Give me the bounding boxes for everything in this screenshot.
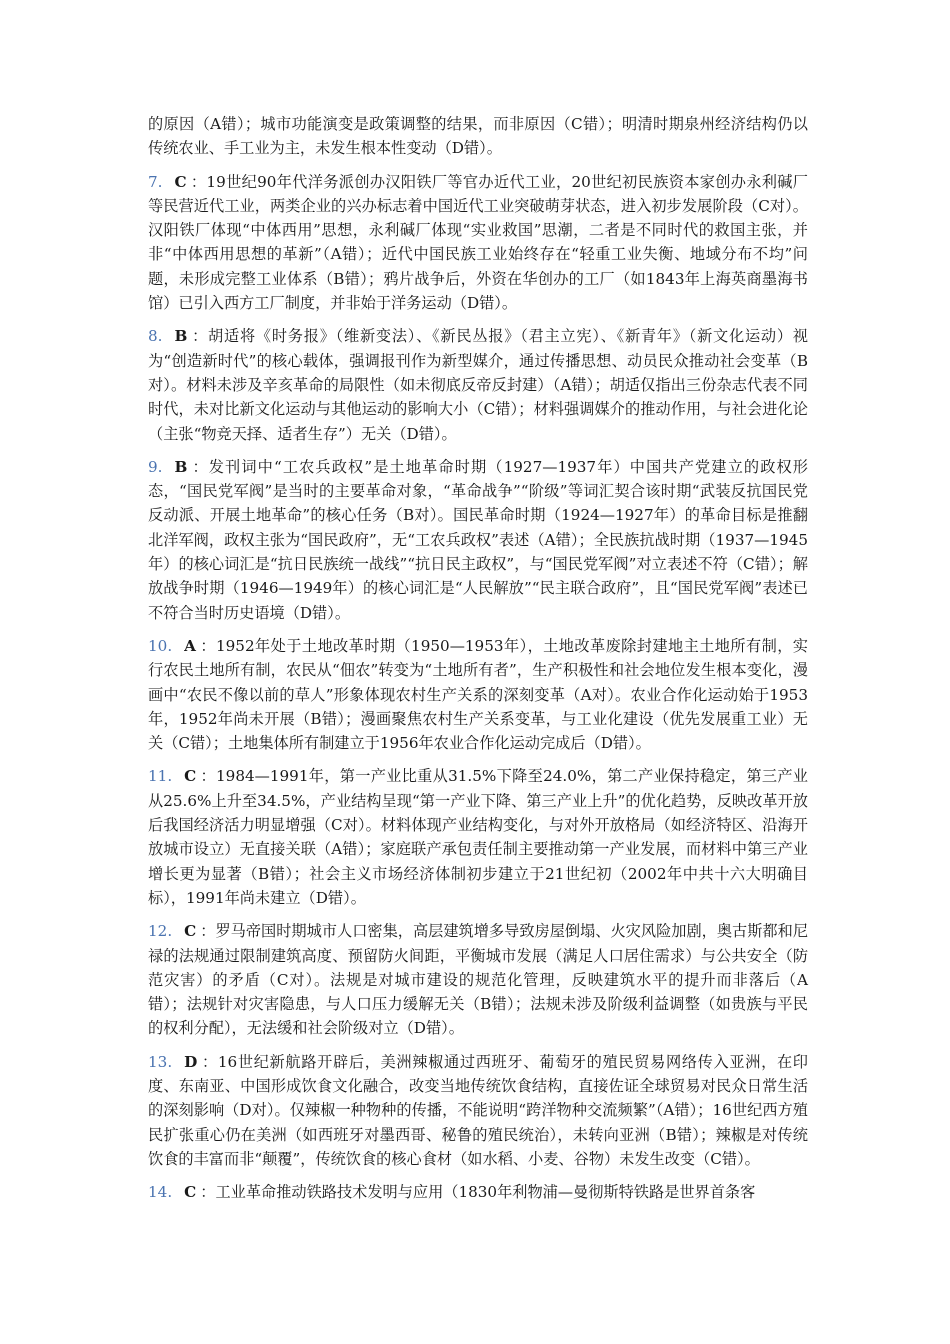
item-text: ：胡适将《时务报》（维新变法）、《新民丛报》（君主立宪）、《新青年》（新文化运动）视为“创造新时代”的核心载体，强调报刊作为新型媒介，通过传播思想、动员民众推动社会变革（B对）。材料未涉及辛亥革命的局限性（如未彻底反帝反封建）（A错）；胡适仅指出三份杂志代表不同时代，未对比新文化运动与其他运动的影响大小（C错）；材料强调媒介的推动作用，与社会进化论（主张“物竞天择、适者生存”）无关（D错）。 [148,327,808,443]
list-item [148,170,808,316]
item-answer: C [184,767,197,786]
item-text: ：工业革命推动铁路技术发明与应用（1830年利物浦—曼彻斯特铁路是世界首条客 [200,1183,756,1202]
item-answer: A [184,636,196,655]
item-text: ：19世纪90年代洋务派创办汉阳铁厂等官办近代工业，20世纪初民族资本家创办永利碱厂等民营近代工业，两类企业的兴办标志着中国近代工业突破萌芽状态，进入初步发展阶段（C对）。汉阳铁厂体现“中体西用”思想，永利碱厂体现“实业救国”思潮，二者是不同时代的救国主张，并非“中体西用思想的革新”（A错）；近代中国民族工业始终存在“轻重工业失衡、地域分布不均”问题，未形成完整工业体系（B错）；鸦片战争后，外资在华创办的工厂（如1843年上海英商墨海书馆）已引入西方工厂制度，并非始于洋务运动（D错）。 [148,172,808,313]
item-number: 12. [148,922,173,941]
item-number: 11. [148,767,173,786]
item-number: 10. [148,636,173,655]
intro-paragraph: 的原因（A错）；城市功能演变是政策调整的结果，而非原因（C错）；明清时期泉州经济结构仍以传统农业、手工业为主，未发生根本性变动（D错）。 [148,115,808,158]
item-number: 13. [148,1052,173,1071]
item-number: 7. [148,172,163,191]
item-answer: B [174,327,188,346]
item-text: ：罗马帝国时期城市人口密集，高层建筑增多导致房屋倒塌、火灾风险加剧，奥古斯都和尼禄的法规通过限制建筑高度、预留防火间距，平衡城市发展（满足人口居住需求）与公共安全（防范灾害）的矛盾（C对）。法规是对城市建设的规范化管理，反映建筑水平的提升而非落后（A错）；法规针对灾害隐患，与人口压力缓解无关（B错）；法规未涉及阶级利益调整（如贵族与平民的权利分配），无法缓和社会阶级对立（D错）。 [148,922,808,1038]
item-number: 9. [148,457,163,476]
list-item [148,764,808,910]
item-answer: C [184,922,197,941]
item-answer: B [174,457,188,476]
item-number: 14. [148,1183,173,1202]
list-item [148,455,808,625]
list-item [148,1180,808,1204]
list-item [148,324,808,445]
item-number: 8. [148,327,163,346]
item-answer: D [184,1052,198,1071]
list-item [148,1050,808,1171]
item-text: ：1952年处于土地改革时期（1950—1953年），土地改革废除封建地主土地所有制，实行农民土地所有制，农民从“佃农”转变为“土地所有者”，生产积极性和社会地位发生根本变化，漫画中“农民不像以前的草人”形象体现农村生产关系的深刻变革（A对）。农业合作化运动始于1953年，1952年尚未开展（B错）；漫画聚焦农村生产关系变革，与工业化建设（优先发展重工业）无关（C错）；土地集体所有制建立于1956年农业合作化运动完成后（D错）。 [148,636,808,753]
list-item [148,919,808,1040]
item-answer: C [174,172,187,191]
item-answer: C [184,1183,197,1202]
item-text: ：发刊词中“工农兵政权”是土地革命时期（1927—1937年）中国共产党建立的政权形态，“国民党军阀”是当时的主要革命对象，“革命战争”“阶级”等词汇契合该时期“武装反抗国民党反动派、开展土地革命”的核心任务（B对）。国民革命时期（1924—1927年）的革命目标是推翻北洋军阀，政权主张为“国民政府”，无“工农兵政权”表述（A错）；全民族抗战时期（1937—1945年）的核心词汇是“抗日民族统一战线”“抗日民主政权”，与“国民党军阀”对立表述不符（C错）；解放战争时期（1946—1949年）的核心词汇是“人民解放”“民主联合政府”，且“国民党军阀”表述已不符合当时历史语境（D错）。 [148,457,808,622]
answer-explanations [148,112,808,1213]
item-text: ：16世纪新航路开辟后，美洲辣椒通过西班牙、葡萄牙的殖民贸易网络传入亚洲，在印度、东南亚、中国形成饮食文化融合，改变当地传统饮食结构，直接佐证全球贸易对民众日常生活的深刻影响（D对）。仅辣椒一种物种的传播，不能说明“跨洋物种交流频繁”（A错）；16世纪西方殖民扩张重心仍在美洲（如西班牙对墨西哥、秘鲁的殖民统治），未转向亚洲（B错）；辣椒是对传统饮食的丰富而非“颠覆”，传统饮食的核心食材（如水稻、小麦、谷物）未发生改变（C错）。 [148,1052,808,1168]
list-item [148,634,808,755]
item-text: ：1984—1991年，第一产业比重从31.5%下降至24.0%，第二产业保持稳定，第三产业从25.6%上升至34.5%，产业结构呈现“第一产业下降、第三产业上升”的优化趋势，反映改革开放后我国经济活力明显增强（C对）。材料体现产业结构变化，与对外开放格局（如经济特区、沿海开放城市设立）无直接关联（A错）；家庭联产承包责任制主要推动第一产业发展，而材料中第三产业增长更为显著（B错）；社会主义市场经济体制初步建立于21世纪初（2002年中共十六大明确目标），1991年尚未建立（D错）。 [148,767,808,907]
